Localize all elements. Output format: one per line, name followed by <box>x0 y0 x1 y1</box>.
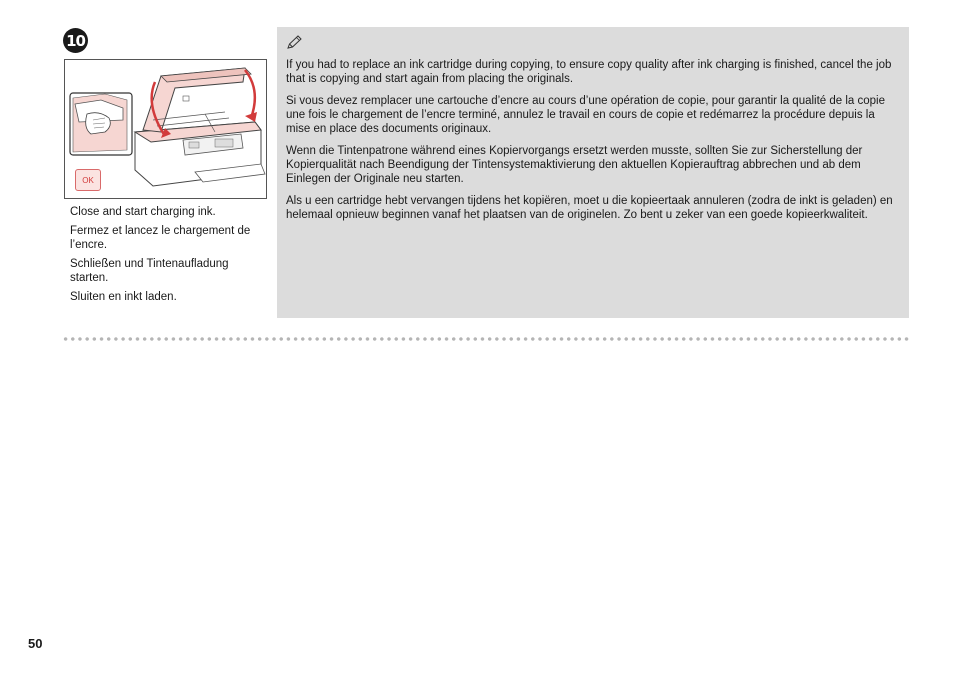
note-paragraph-fr: Si vous devez remplacer une cartouche d’encre au cours d’une opération de copie, pour garantir la qualité de la copie une fois le chargement de l’encre terminé, annulez le travail en cours de copie et redémarrez la procédure depuis la mise en place des documents originaux. <box>286 95 886 135</box>
caption-nl: Sluiten en inkt laden. <box>70 291 177 303</box>
ok-button[interactable]: OK <box>75 169 101 191</box>
step-number-badge: 10 <box>63 28 88 53</box>
dotted-divider <box>62 336 912 342</box>
note-paragraph-de: Wenn die Tintenpatrone während eines Kopiervorgangs ersetzt werden musste, sollten Sie zur Sicherstellung der Kopierqualität nach Beendigung der Tintensystemaktivierung den aktuellen Kopierauftrag abbrechen und ab dem Einlegen der Originale neu starten. <box>286 145 863 185</box>
note-text <box>286 58 898 230</box>
note-box <box>277 27 909 318</box>
step-captions <box>70 205 270 309</box>
caption-de: Schließen und Tintenaufladung starten. <box>70 258 229 284</box>
note-paragraph-nl: Als u een cartridge hebt vervangen tijdens het kopiëren, moet u die kopieertaak annuleren (zodra de inkt is geladen) en helemaal opnieuw beginnen vanaf het plaatsen van de originelen. Zo bent u zeker van een goede kopieerkwaliteit. <box>286 195 893 221</box>
pencil-icon <box>287 35 303 49</box>
caption-en: Close and start charging ink. <box>70 206 216 218</box>
page-number: 50 <box>28 636 43 651</box>
note-paragraph-en: If you had to replace an ink cartridge during copying, to ensure copy quality after ink charging is finished, cancel the job that is copying and start again from placing the originals. <box>286 59 892 85</box>
caption-fr: Fermez et lancez le chargement de l’encre. <box>70 225 251 251</box>
printer-illustration <box>64 59 267 199</box>
